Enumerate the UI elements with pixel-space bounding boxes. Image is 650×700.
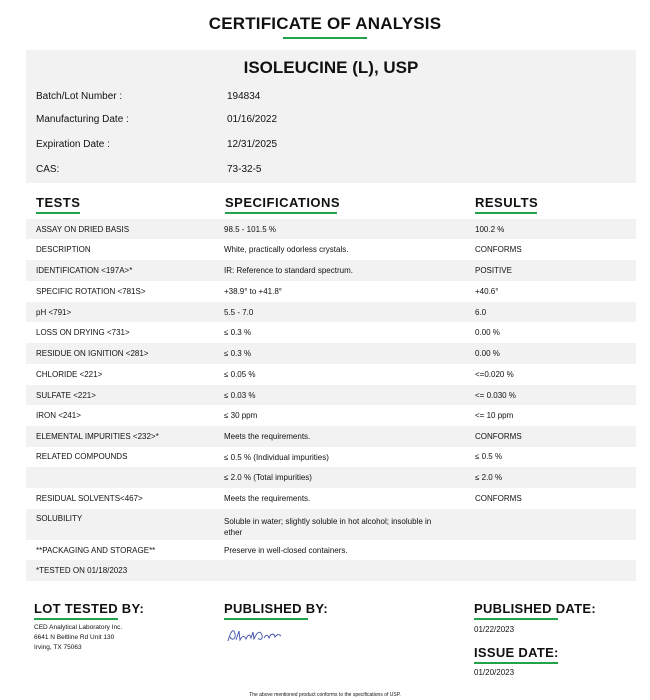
test-name: LOSS ON DRYING <731>: [36, 328, 130, 337]
table-row: [26, 540, 636, 560]
test-result: 0.00 %: [475, 349, 500, 358]
heading-underline: [474, 662, 558, 664]
address-line: 6641 N Beltline Rd Unit 130: [34, 634, 115, 641]
table-row: [26, 239, 636, 260]
column-header-results: RESULTS: [475, 195, 539, 210]
test-result: CONFORMS: [475, 245, 522, 254]
table-row: [26, 281, 636, 302]
test-name: RESIDUAL SOLVENTS<467>: [36, 494, 143, 503]
lot-tested-by-heading: LOT TESTED BY:: [34, 601, 145, 616]
table-row: [26, 560, 636, 581]
test-result: <= 0.030 %: [475, 391, 516, 400]
test-result: 100.2 %: [475, 225, 505, 234]
info-value: 01/16/2022: [227, 114, 278, 125]
signature: [226, 626, 284, 651]
table-row: [26, 302, 636, 322]
test-name: *TESTED ON 01/18/2023: [36, 566, 128, 575]
table-row: [26, 426, 636, 447]
test-spec: IR: Reference to standard spectrum.: [224, 266, 353, 275]
table-row: [26, 260, 636, 281]
test-spec: +38.9° to +41.8°: [224, 287, 282, 296]
test-name: SOLUBILITY: [36, 514, 83, 523]
test-spec: White, practically odorless crystals.: [224, 245, 349, 254]
results-table: [26, 219, 636, 581]
test-result: CONFORMS: [475, 494, 522, 503]
info-label: Expiration Date :: [36, 139, 110, 150]
table-row: [26, 364, 636, 385]
info-value: 73-32-5: [227, 164, 262, 175]
test-spec: Meets the requirements.: [224, 432, 311, 441]
test-spec: Preserve in well-closed containers.: [224, 546, 348, 555]
test-spec: ≤ 0.3 %: [224, 349, 252, 358]
test-spec: ≤ 0.03 %: [224, 391, 256, 400]
test-name: SPECIFIC ROTATION <781S>: [36, 287, 146, 296]
info-value: 12/31/2025: [227, 139, 278, 150]
address-line: Irving, TX 75063: [34, 644, 82, 651]
test-result: POSITIVE: [475, 266, 512, 275]
test-spec: ≤ 0.5 % (Individual impurities): [224, 453, 329, 462]
info-label: Batch/Lot Number :: [36, 91, 123, 102]
heading-underline: [224, 618, 308, 620]
table-row: [26, 488, 636, 509]
test-spec: ≤ 0.3 %: [224, 328, 252, 337]
title-underline: [283, 37, 367, 39]
test-result: 0.00 %: [475, 328, 500, 337]
test-result: 6.0: [475, 308, 487, 317]
column-underline: [225, 212, 337, 214]
test-name: CHLORIDE <221>: [36, 370, 103, 379]
lab-address: [34, 623, 122, 653]
info-value: 194834: [227, 91, 261, 102]
column-header-specifications: SPECIFICATIONS: [225, 195, 341, 210]
table-row: [26, 509, 636, 540]
test-spec: ≤ 2.0 % (Total impurities): [224, 473, 312, 482]
product-name: ISOLEUCINE (L), USP: [243, 58, 419, 77]
test-name: RELATED COMPOUNDS: [36, 452, 128, 461]
test-spec: 5.5 - 7.0: [224, 308, 254, 317]
test-spec: ≤ 30 ppm: [224, 411, 258, 420]
info-label: Manufacturing Date :: [36, 114, 129, 125]
info-label: CAS:: [36, 164, 60, 175]
issue-date-value: 01/20/2023: [474, 668, 515, 677]
test-result: CONFORMS: [475, 432, 522, 441]
table-row: [26, 385, 636, 405]
test-spec: 98.5 - 101.5 %: [224, 225, 277, 234]
issue-date-heading: ISSUE DATE:: [474, 645, 559, 660]
table-row: [26, 322, 636, 343]
test-name: IDENTIFICATION <197A>*: [36, 266, 133, 275]
document-title: CERTIFICATE OF ANALYSIS: [208, 14, 442, 33]
test-name: DESCRIPTION: [36, 245, 91, 254]
published-date-value: 01/22/2023: [474, 625, 515, 634]
published-date-heading: PUBLISHED DATE:: [474, 601, 596, 616]
test-name: **PACKAGING AND STORAGE**: [36, 546, 156, 555]
test-name: SULFATE <221>: [36, 391, 96, 400]
test-name: IRON <241>: [36, 411, 81, 420]
address-line: CED Analytical Laboratory Inc.: [34, 624, 123, 631]
table-row: [26, 343, 636, 364]
test-result: ≤ 0.5 %: [475, 452, 503, 461]
disclaimer: The above mentioned product conforms to the specifications of USP.: [249, 692, 401, 698]
test-name: ELEMENTAL IMPURITIES <232>*: [36, 432, 159, 441]
test-name: pH <791>: [36, 308, 72, 317]
heading-underline: [34, 618, 118, 620]
table-row: [26, 447, 636, 467]
test-spec: ≤ 0.05 %: [224, 370, 256, 379]
table-row: [26, 405, 636, 426]
test-name: RESIDUE ON IGNITION <281>: [36, 349, 149, 358]
table-row: [26, 219, 636, 239]
table-row: [26, 467, 636, 488]
test-spec: Meets the requirements.: [224, 494, 311, 503]
test-result: <=0.020 %: [475, 370, 514, 379]
test-result: ≤ 2.0 %: [475, 473, 503, 482]
test-name: ASSAY ON DRIED BASIS: [36, 225, 130, 234]
product-info-box: [26, 50, 636, 183]
column-underline: [475, 212, 537, 214]
column-header-tests: TESTS: [36, 195, 81, 210]
test-spec: Soluble in water; slightly soluble in hot alcohol; insoluble in ether: [224, 517, 432, 537]
test-result: <= 10 ppm: [475, 411, 514, 420]
published-by-heading: PUBLISHED BY:: [224, 601, 329, 616]
test-result: +40.6°: [475, 287, 499, 296]
heading-underline: [474, 618, 558, 620]
column-underline: [36, 212, 80, 214]
